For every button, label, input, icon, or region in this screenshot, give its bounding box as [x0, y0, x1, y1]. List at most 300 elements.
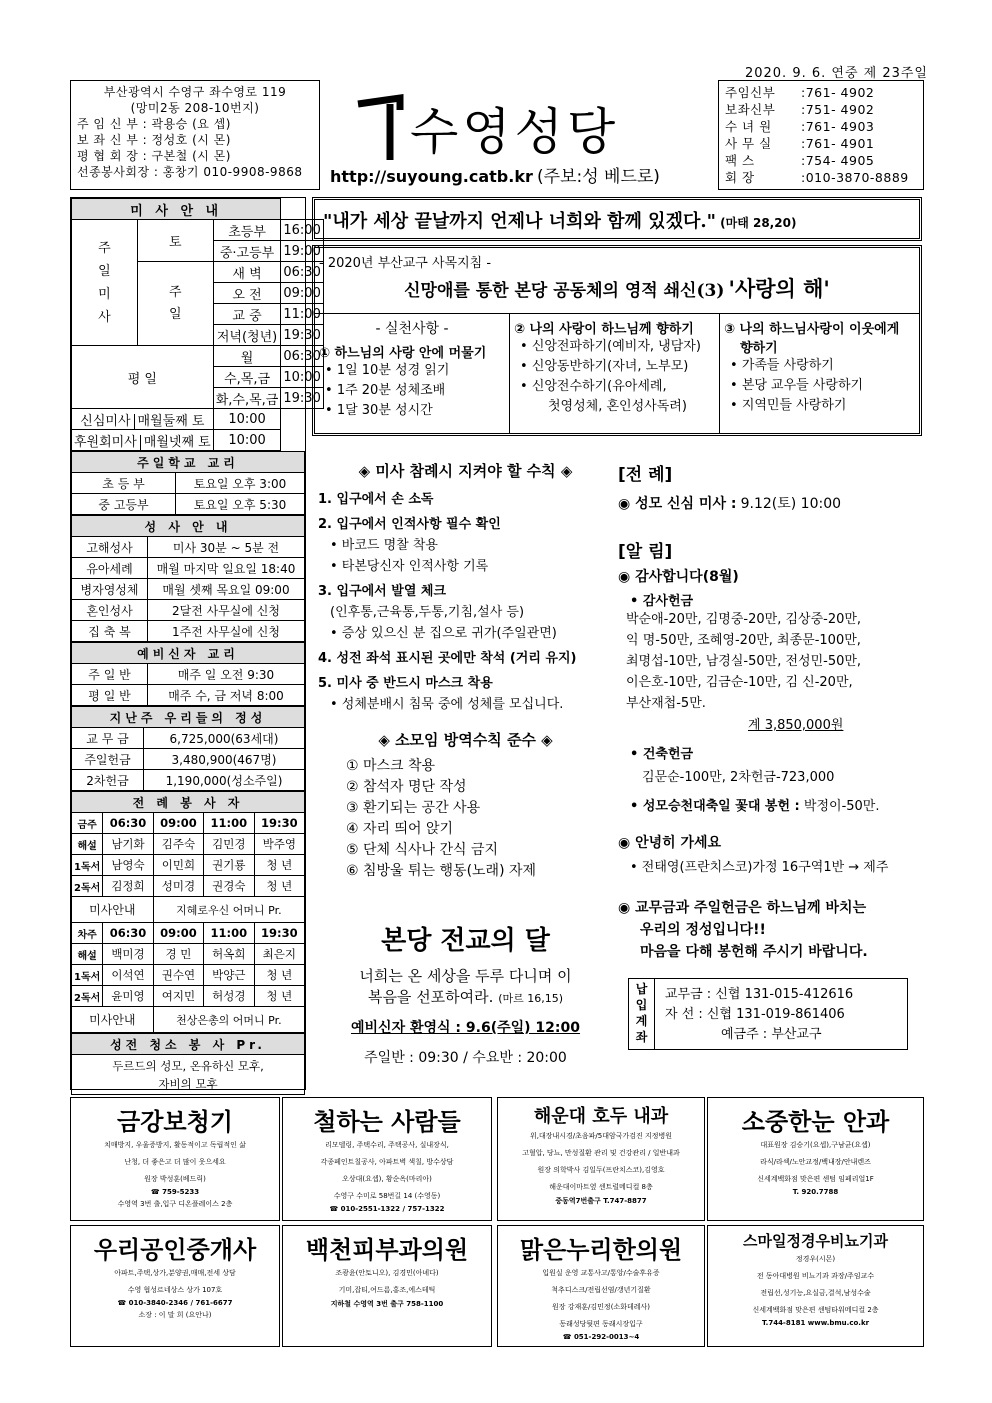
practice-title-2: ② 나의 사랑이 하느님께 향하기 — [514, 322, 694, 337]
school-value: 토요일 오후 3:00 — [176, 473, 305, 494]
catechumen-value: 매주 일 오전 9:30 — [148, 664, 305, 685]
server-row — [72, 876, 305, 897]
contact-label: 보좌신부 — [725, 102, 776, 117]
sacrament-value: 미사 30분 ~ 5분 전 — [148, 537, 305, 558]
logo-text: 수영성당 — [410, 103, 620, 161]
server-name: 경 민 — [153, 944, 203, 965]
rule-line: 2. 입구에서 인적사항 필수 확인 — [318, 517, 501, 532]
ad-phone: ☎ 010-2551-1322 / 757-1322 — [329, 1205, 445, 1213]
catechumen-row — [72, 685, 305, 706]
server-name: 19:30 — [254, 813, 304, 834]
account-box — [628, 978, 908, 1050]
contact-label: 주임신부 — [725, 85, 776, 100]
ad-line: 전립선,성기능,요실금,결석,남성수술 — [760, 1289, 871, 1297]
practice-item: • 1달 30분 성시간 — [325, 403, 433, 418]
server-name: 이민희 — [153, 855, 203, 876]
small-group-item: ⑥ 침방울 튀는 행동(노래) 자제 — [346, 863, 537, 879]
ad-footer: 수영역 3번 출,입구 디온플레이스 2층 — [117, 1200, 233, 1208]
ad-box — [497, 1097, 705, 1221]
mass-row: 저녁(청년) — [213, 325, 281, 346]
server-name: 윤미영 — [103, 986, 153, 1007]
server-name: 청 년 — [254, 855, 304, 876]
weekday-label: 평 일 — [72, 346, 214, 409]
contact-value: 751- 4902 — [805, 102, 875, 117]
rule-line: (인후통,근육통,두통,기침,설사 등) — [330, 605, 525, 620]
contact-value: 761- 4901 — [805, 136, 875, 151]
header-right-row: 주임신부 : 761- 4902 — [725, 85, 875, 100]
server-role: 1독서 — [72, 855, 103, 876]
cleaning-text-2: 자비의 모후 — [158, 1076, 218, 1091]
mass-row: 수,목,금 — [213, 367, 281, 388]
offering-value: 6,725,000(63세대) — [144, 728, 305, 749]
practice-text: 가족들 사랑하기 — [741, 358, 834, 373]
sacrament-row — [72, 621, 305, 642]
server-row — [72, 855, 305, 876]
mission-ref: (마르 16,15) — [498, 992, 564, 1005]
server-role: 차주 — [72, 923, 103, 944]
mission-text-2: 복음을 선포하여라. — [367, 988, 494, 1006]
mass-time: 09:00 — [281, 283, 323, 304]
small-group-item: ④ 자리 띄어 앉기 — [346, 821, 454, 837]
practice-item: • 지역민들 사랑하기 — [730, 398, 847, 413]
sacrament-label: 고해성사 — [72, 537, 148, 558]
server-name: 청 년 — [254, 986, 304, 1007]
catechumen-label: 주 일 반 — [72, 664, 148, 685]
mass-row: 교 중 — [213, 304, 281, 325]
sacrament-row — [72, 537, 305, 558]
small-group-title: ◈ 소모임 방역수칙 준수 ◈ — [378, 731, 553, 749]
parish-logo — [330, 82, 700, 192]
mass-row: 중·고등부 — [213, 241, 281, 262]
catechumen-value: 매주 수, 금 저녁 8:00 — [148, 685, 305, 706]
header-right — [718, 80, 924, 190]
practice-item: • 1일 10분 성경 읽기 — [325, 363, 450, 378]
practice-col-2 — [510, 314, 720, 433]
rule-line: 5. 미사 중 반드시 마스크 착용 — [318, 676, 493, 691]
server-name: 06:30 — [103, 923, 153, 944]
server-name: 김민경 — [204, 834, 254, 855]
offering-label: 2차헌금 — [72, 770, 144, 791]
ad-line: 원장 의학박사 김일두(프란치스코),김영호 — [537, 1166, 665, 1174]
server-name: 김정희 — [103, 876, 153, 897]
server-role: 1독서 — [72, 965, 103, 986]
ad-line: 아파트,주택,상가,분양권,매매,전세 상담 — [114, 1269, 236, 1277]
mass-time: 06:30 — [281, 346, 323, 367]
theme-highlight: '사랑의 해' — [728, 276, 830, 301]
ad-box — [707, 1225, 924, 1347]
server-row — [72, 965, 305, 986]
offer-line-2: 우리의 정성입니다!! — [640, 922, 766, 938]
server-row — [72, 944, 305, 965]
left-column — [70, 197, 321, 1091]
sacrament-value: 매월 셋째 목요일 09:00 — [148, 579, 305, 600]
rule-line: 4. 성전 좌석 표시된 곳에만 착석 (거리 유지) — [318, 651, 577, 666]
mass-time: 11:00 — [281, 304, 323, 325]
ad-phone: T.744-8181 www.bmu.co.kr — [761, 1319, 870, 1327]
school-row — [72, 494, 305, 515]
server-row — [72, 834, 305, 855]
server-name: 09:00 — [153, 813, 203, 834]
server-name: 권경숙 — [204, 876, 254, 897]
mass-row: 새 벽 — [213, 262, 281, 283]
rule-line: • 증상 있으신 분 집으로 귀가(주일관면) — [330, 626, 557, 641]
sacrament-row — [72, 558, 305, 579]
practice-title-3: ③ 나의 하느님사랑이 이웃에게 — [724, 322, 900, 337]
server-role: 해설 — [72, 944, 103, 965]
practice-text: 신앙전파하기(예비자, 냉담자) — [531, 339, 701, 354]
extra-mass-day: 매월넷째 토 — [143, 434, 211, 450]
ad-box — [707, 1097, 924, 1221]
rule-line: 1. 입구에서 손 소독 — [318, 492, 434, 507]
contact-value: 761- 4902 — [805, 85, 875, 100]
server-name: 박양근 — [204, 965, 254, 986]
thanks-line: 이은호-10만, 김금순-10만, 김 신-20만, — [626, 675, 853, 690]
address-sub: (망미2동 208-10번지) — [130, 101, 260, 115]
header-left-label: 선종봉사회장 — [77, 165, 150, 179]
ad-phone: 지하철 수영역 3번 출구 758-1100 — [330, 1300, 444, 1308]
cleaning-table — [71, 1033, 305, 1095]
server-name: 김주숙 — [153, 834, 203, 855]
header-left-label: 주 임 신 부 — [77, 117, 139, 131]
small-group-item: ⑤ 단체 식사나 간식 금지 — [346, 842, 499, 858]
ad-line: 수영 협성르네상스 상가 107호 — [127, 1286, 223, 1294]
ad-line: 척추디스크/전립선염/갱년기질환 — [551, 1286, 651, 1294]
liturgy-item: ◉ 성모 신심 미사 : — [618, 496, 737, 512]
small-group-item: ② 참석자 명단 작성 — [346, 779, 467, 795]
guide-label: 미사안내 — [72, 897, 154, 923]
ad-line: 신세계백화점 맞은편 센텀타워메디컬 2층 — [752, 1306, 879, 1314]
ad-title: 해운대 호두 내과 — [533, 1106, 669, 1127]
extra-mass-name: 신심미사 — [80, 414, 134, 429]
contact-label: 수 녀 원 — [725, 119, 772, 134]
server-name: 11:00 — [204, 923, 254, 944]
saturday-label: 토 — [137, 220, 213, 262]
school-table — [71, 451, 305, 515]
contact-label: 회 장 — [725, 170, 755, 185]
ad-phone: ☎ 051-292-0013~4 — [562, 1333, 640, 1341]
catechumen-title: 예비신자 교리 — [72, 643, 305, 664]
ad-title: 금강보청기 — [117, 1108, 233, 1136]
offering-row — [72, 749, 305, 770]
address: 부산광역시 수영구 좌수영로 119 — [103, 85, 287, 99]
ad-line: 원장 박성훈(베드릭) — [144, 1175, 206, 1183]
header-left-value: 홍창기 010-9908-9868 — [162, 165, 303, 179]
contact-label: 사 무 실 — [725, 136, 772, 151]
mass-row: 월 — [213, 346, 281, 367]
server-name: 허옥희 — [204, 944, 254, 965]
flower-sub: • 성모승천대축일 꽃대 봉헌 : — [630, 799, 800, 814]
extra-mass-time: 10:00 — [213, 409, 281, 430]
ad-line: 해운대이마트옆 센트럴메디컬 8층 — [549, 1183, 653, 1191]
ad-box — [282, 1097, 492, 1221]
contact-value: 754- 4905 — [805, 153, 875, 168]
practice-text: 지역민들 사랑하기 — [741, 398, 847, 413]
rule-line: • 성체분배시 침묵 중에 성체를 모십니다. — [330, 697, 564, 712]
ad-line: 원장 강재훈/김민정(소화데레사) — [552, 1303, 650, 1311]
ad-line: 리모델링, 주택수리, 주택공사, 실내장식, — [325, 1141, 449, 1149]
sunday-label: 주 일 — [137, 262, 213, 346]
ad-phone: ☎ 759-5233 — [150, 1188, 200, 1196]
practice-text: 1달 30분 성시간 — [336, 403, 433, 418]
mass-row: 오 전 — [213, 283, 281, 304]
server-guide-row — [72, 1007, 305, 1033]
quote-text: "내가 세상 끝날까지 언제나 너희와 함께 있겠다." — [323, 211, 716, 232]
thanks-heading: ◉ 감사합니다(8월) — [618, 569, 739, 585]
header-left-value: 구본철 (시 몬) — [151, 149, 231, 163]
small-group-item: ③ 환기되는 공간 사용 — [346, 800, 481, 816]
catechumen-row — [72, 664, 305, 685]
sacrament-label: 유아세례 — [72, 558, 148, 579]
ad-title: 맑은누리한의원 — [519, 1236, 683, 1264]
cleaning-title: 성전 청소 봉 사 Pr. — [72, 1034, 305, 1055]
mission-text: 너희는 온 세상을 두루 다니며 이 — [359, 967, 572, 985]
server-name: 09:00 — [153, 923, 203, 944]
practice-col-1 — [315, 314, 510, 433]
offering-title: 지난주 우리들의 정성 — [72, 707, 305, 728]
notice-section — [618, 460, 923, 963]
liturgy-value: 9.12(토) 10:00 — [740, 496, 842, 512]
ad-phone: ☎ 010-3840-2346 / 761-6677 — [117, 1299, 233, 1307]
sacrament-value: 2달전 사무실에 신청 — [148, 600, 305, 621]
mission-times: 주일반 : 09:30 / 수요반 : 20:00 — [364, 1050, 567, 1066]
ad-line: 신세계백화점 맞은편 센텀 임페리얼1F — [757, 1175, 874, 1183]
practice-text: 본당 교우들 사랑하기 — [741, 378, 864, 393]
server-role: 해설 — [72, 834, 103, 855]
server-name: 이석연 — [103, 965, 153, 986]
ad-line: 오상대(요셉), 황순옥(마리아) — [342, 1175, 432, 1183]
ad-line: 대표원장 김승기(요셉),구남균(요셉) — [760, 1141, 871, 1149]
extra-mass-label — [72, 409, 214, 430]
server-name: 11:00 — [204, 813, 254, 834]
ad-line: 조광윤(안토니오), 김경민(아녜다) — [335, 1269, 439, 1277]
account-row: 교무금 : 신협 131-015-412616 — [665, 987, 854, 1002]
server-role: 2독서 — [72, 986, 103, 1007]
account-row: 예금주 : 부산교구 — [721, 1027, 822, 1042]
thanks-line: 익 명-50만, 조혜영-20만, 최종문-100만, — [626, 633, 861, 648]
ad-line: 위,대장내시경/초음파/5대암국가검진 지정병원 — [529, 1132, 673, 1140]
server-role: 2독서 — [72, 876, 103, 897]
offering-row — [72, 770, 305, 791]
ad-phone: 중동역7번출구 T.747-8877 — [555, 1197, 647, 1205]
practice-text: 신앙동반하기(자녀, 노부모) — [531, 359, 689, 374]
farewell-item: • 전태영(프란치스코)가정 16구역1반 → 제주 — [630, 860, 889, 875]
server-name: 권수연 — [153, 965, 203, 986]
header-left-label: 평 협 회 장 — [77, 149, 139, 163]
server-name: 청 년 — [254, 876, 304, 897]
practice-item: • 1주 20분 성체조배 — [325, 383, 446, 398]
ad-line: 전 동아대병원 비뇨기과 과장/주임교수 — [756, 1272, 875, 1280]
mass-table — [71, 198, 324, 451]
rule-line: 3. 입구에서 발열 체크 — [318, 584, 447, 599]
extra-mass-label — [72, 430, 214, 451]
ad-title: 소중한눈 안과 — [741, 1108, 890, 1136]
guide-value: 천상은총의 어머니 Pr. — [153, 1007, 304, 1033]
header-left-row: 보 좌 신 부 : 정성호 (시 몬) — [77, 133, 231, 147]
ad-title: 백천피부과의원 — [305, 1236, 469, 1264]
thanks-total: 계 3,850,000원 — [748, 718, 844, 733]
practice-sub: ① 하느님의 사랑 안에 머물기 — [319, 346, 487, 361]
practice-item: • 신앙전수하기(유아세례, — [520, 379, 667, 394]
ad-footer: 소장 : 이 말 희 (요안나) — [138, 1311, 212, 1319]
server-name: 허성경 — [204, 986, 254, 1007]
contact-label: 팩 스 — [725, 153, 755, 168]
offering-row — [72, 728, 305, 749]
practice-item: • 가족들 사랑하기 — [730, 358, 834, 373]
ad-line: 각종페인트칠공사, 아파트벽 색칠, 방수상담 — [320, 1158, 454, 1166]
mass-row: 화,수,목,금 — [213, 388, 281, 409]
ad-line: 고혈압, 당뇨, 만성질환 관리 및 건강관리 / 일반내과 — [522, 1149, 680, 1157]
theme-line1: - 2020년 부산교구 사목지침 - — [319, 256, 492, 271]
flower-value: 박정이-50만. — [803, 799, 880, 814]
build-sub: • 건축헌금 — [630, 747, 694, 762]
server-name: 박주영 — [254, 834, 304, 855]
header-right-row: 팩 스 : 754- 4905 — [725, 153, 875, 168]
header-left-label: 보 좌 신 부 — [77, 133, 139, 147]
server-guide-row — [72, 897, 305, 923]
guide-value: 지혜로우신 어머니 Pr. — [153, 897, 304, 923]
school-label: 초 등 부 — [72, 473, 176, 494]
rules-section — [318, 460, 613, 882]
notice-title: [알 림] — [618, 542, 673, 562]
school-label: 중 고등부 — [72, 494, 176, 515]
liturgy-title: [전 례] — [618, 465, 673, 485]
ad-line: 수영구 수미로 58번길 14 (수영동) — [333, 1192, 441, 1200]
practice-col-3 — [720, 314, 919, 433]
ad-box — [70, 1225, 280, 1347]
ad-line: 동래성당뒷편 동래시장입구 — [559, 1320, 643, 1328]
server-name: 청 년 — [254, 965, 304, 986]
thanks-line: 최명섭-10만, 남경실-50만, 전성민-50만, — [626, 654, 862, 669]
ad-box — [282, 1225, 492, 1347]
header-left-value: 곽용승 (요 셉) — [151, 117, 231, 131]
header-right-row: 사 무 실 : 761- 4901 — [725, 136, 875, 151]
build-line: 김문순-100만, 2차헌금-723,000 — [642, 770, 835, 785]
school-title: 주일학교 교리 — [72, 452, 305, 473]
issue-date: 2020. 9. 6. 연중 제 23주일 — [744, 66, 928, 81]
offering-value: 1,190,000(성소주일) — [144, 770, 305, 791]
patron: (주보:성 베드로) — [537, 167, 660, 187]
sacrament-label: 병자영성체 — [72, 579, 148, 600]
mission-section — [318, 920, 613, 1067]
sacrament-row — [72, 579, 305, 600]
school-value: 토요일 오후 5:30 — [176, 494, 305, 515]
practice-text: 신앙전수하기(유아세례, — [531, 379, 667, 394]
header-left-row: 평 협 회 장 : 구본철 (시 몬) — [77, 149, 231, 163]
contact-value: 761- 4903 — [805, 119, 875, 134]
ad-line: 난청, 더 좋은고 더 많이 웃으세요 — [124, 1158, 226, 1166]
header-left — [70, 80, 320, 190]
sacrament-row — [72, 600, 305, 621]
ad-box — [497, 1225, 705, 1347]
sacrament-label: 집 축 복 — [72, 621, 148, 642]
server-name: 06:30 — [103, 813, 153, 834]
server-name: 권기룡 — [204, 855, 254, 876]
sacrament-label: 혼인성사 — [72, 600, 148, 621]
catechumen-label: 평 일 반 — [72, 685, 148, 706]
cleaning-text: 두르드의 성모, 온유하신 모후, — [112, 1058, 264, 1073]
farewell-heading: ◉ 안녕히 가세요 — [618, 835, 722, 851]
ad-title: 철하는 사람들 — [313, 1108, 461, 1136]
quote-box — [312, 197, 922, 241]
extra-mass-day: 매월둘째 토 — [137, 413, 205, 429]
practice-text: 1일 10분 성경 읽기 — [336, 363, 450, 378]
mass-title: 미 사 안 내 — [72, 199, 281, 220]
offering-label: 교 무 금 — [72, 728, 144, 749]
account-label: 납 입 계 좌 — [629, 979, 655, 1049]
logo-mark-icon — [340, 82, 420, 172]
header-right-row: 보좌신부 : 751- 4902 — [725, 102, 875, 117]
theme-title: 신망애를 통한 본당 공동체의 영적 쇄신(3) — [404, 281, 725, 301]
offer-line-1: ◉ 교무금과 주일헌금은 하느님께 바치는 — [618, 900, 867, 916]
server-name: 성미경 — [153, 876, 203, 897]
practice-item: • 신앙동반하기(자녀, 노부모) — [520, 359, 689, 374]
mass-time: 19:00 — [281, 241, 323, 262]
practice-item: • 신앙전파하기(예비자, 냉담자) — [520, 339, 701, 354]
practice-title-3b: 향하기 — [740, 341, 778, 356]
header-right-row: 수 녀 원 : 761- 4903 — [725, 119, 875, 134]
rule-line: • 바코드 명찰 착용 — [330, 538, 438, 553]
server-role: 금주 — [72, 813, 103, 834]
site-url[interactable]: http://suyoung.catb.kr — [330, 167, 533, 186]
practice-text: 1주 20분 성체조배 — [336, 383, 446, 398]
ad-line: 기미,잡티,여드름,홍조,에스테틱 — [338, 1286, 436, 1294]
practice-title: - 실천사항 - — [375, 321, 449, 337]
mass-time: 19:30 — [281, 388, 323, 409]
ad-line: 치매방지, 우울증방지, 활동적이고 독립적인 삶 — [104, 1141, 246, 1149]
header-right-row: 회 장 : 010-3870-8889 — [725, 170, 909, 185]
ad-title: 우리공인중개사 — [93, 1236, 257, 1264]
offer-line-3: 마음을 다해 봉헌해 주시기 바랍니다. — [640, 944, 868, 960]
sacrament-value: 매월 마지막 일요일 18:40 — [148, 558, 305, 579]
account-row: 자 선 : 신협 131-019-861406 — [665, 1007, 845, 1022]
mass-time: 16:00 — [281, 220, 323, 241]
sacrament-table — [71, 515, 305, 642]
header-left-row: 주 임 신 부 : 곽용승 (요 셉) — [77, 117, 231, 131]
servers-table — [71, 791, 305, 1033]
server-name: 최은지 — [254, 944, 304, 965]
ad-phone: T. 920.7788 — [792, 1188, 839, 1196]
thanks-line: 부산재첩-5만. — [626, 696, 706, 711]
ad-box — [70, 1097, 280, 1221]
header-left-row: 선종봉사회장 : 홍창기 010-9908-9868 — [77, 165, 303, 179]
mass-time: 19:30 — [281, 325, 323, 346]
practice-item: • 본당 교우들 사랑하기 — [730, 378, 864, 393]
mission-title: 본당 전교의 달 — [381, 926, 550, 956]
server-name: 여지민 — [153, 986, 203, 1007]
offering-table — [71, 706, 305, 791]
sunday-mass-label: 주 일 미 사 — [72, 220, 138, 346]
sacrament-value: 1주전 사무실에 신청 — [148, 621, 305, 642]
thanks-sub: • 감사헌금 — [630, 594, 694, 609]
practice-item — [514, 397, 715, 417]
header-left-value: 정성호 (시 몬) — [151, 133, 231, 147]
catechumen-table — [71, 642, 305, 706]
mass-time: 10:00 — [281, 367, 323, 388]
rules-title: ◈ 미사 참례시 지켜야 할 수칙 ◈ — [358, 462, 573, 480]
offering-label: 주일헌금 — [72, 749, 144, 770]
server-row — [72, 986, 305, 1007]
sacrament-title: 성 사 안 내 — [72, 516, 305, 537]
server-name: 19:30 — [254, 923, 304, 944]
extra-mass-time: 10:00 — [213, 430, 281, 451]
extra-mass-name: 후원회미사 — [74, 435, 141, 450]
server-row — [72, 813, 305, 834]
theme-box — [312, 245, 922, 436]
rule-line: • 타본당신자 인적사항 기록 — [330, 559, 489, 574]
ad-title: 스마일정경우비뇨기과 — [743, 1232, 888, 1250]
practice-text: 첫영성체, 혼인성사독려) — [548, 399, 687, 414]
ad-line: 정경우(시몬) — [795, 1255, 836, 1263]
